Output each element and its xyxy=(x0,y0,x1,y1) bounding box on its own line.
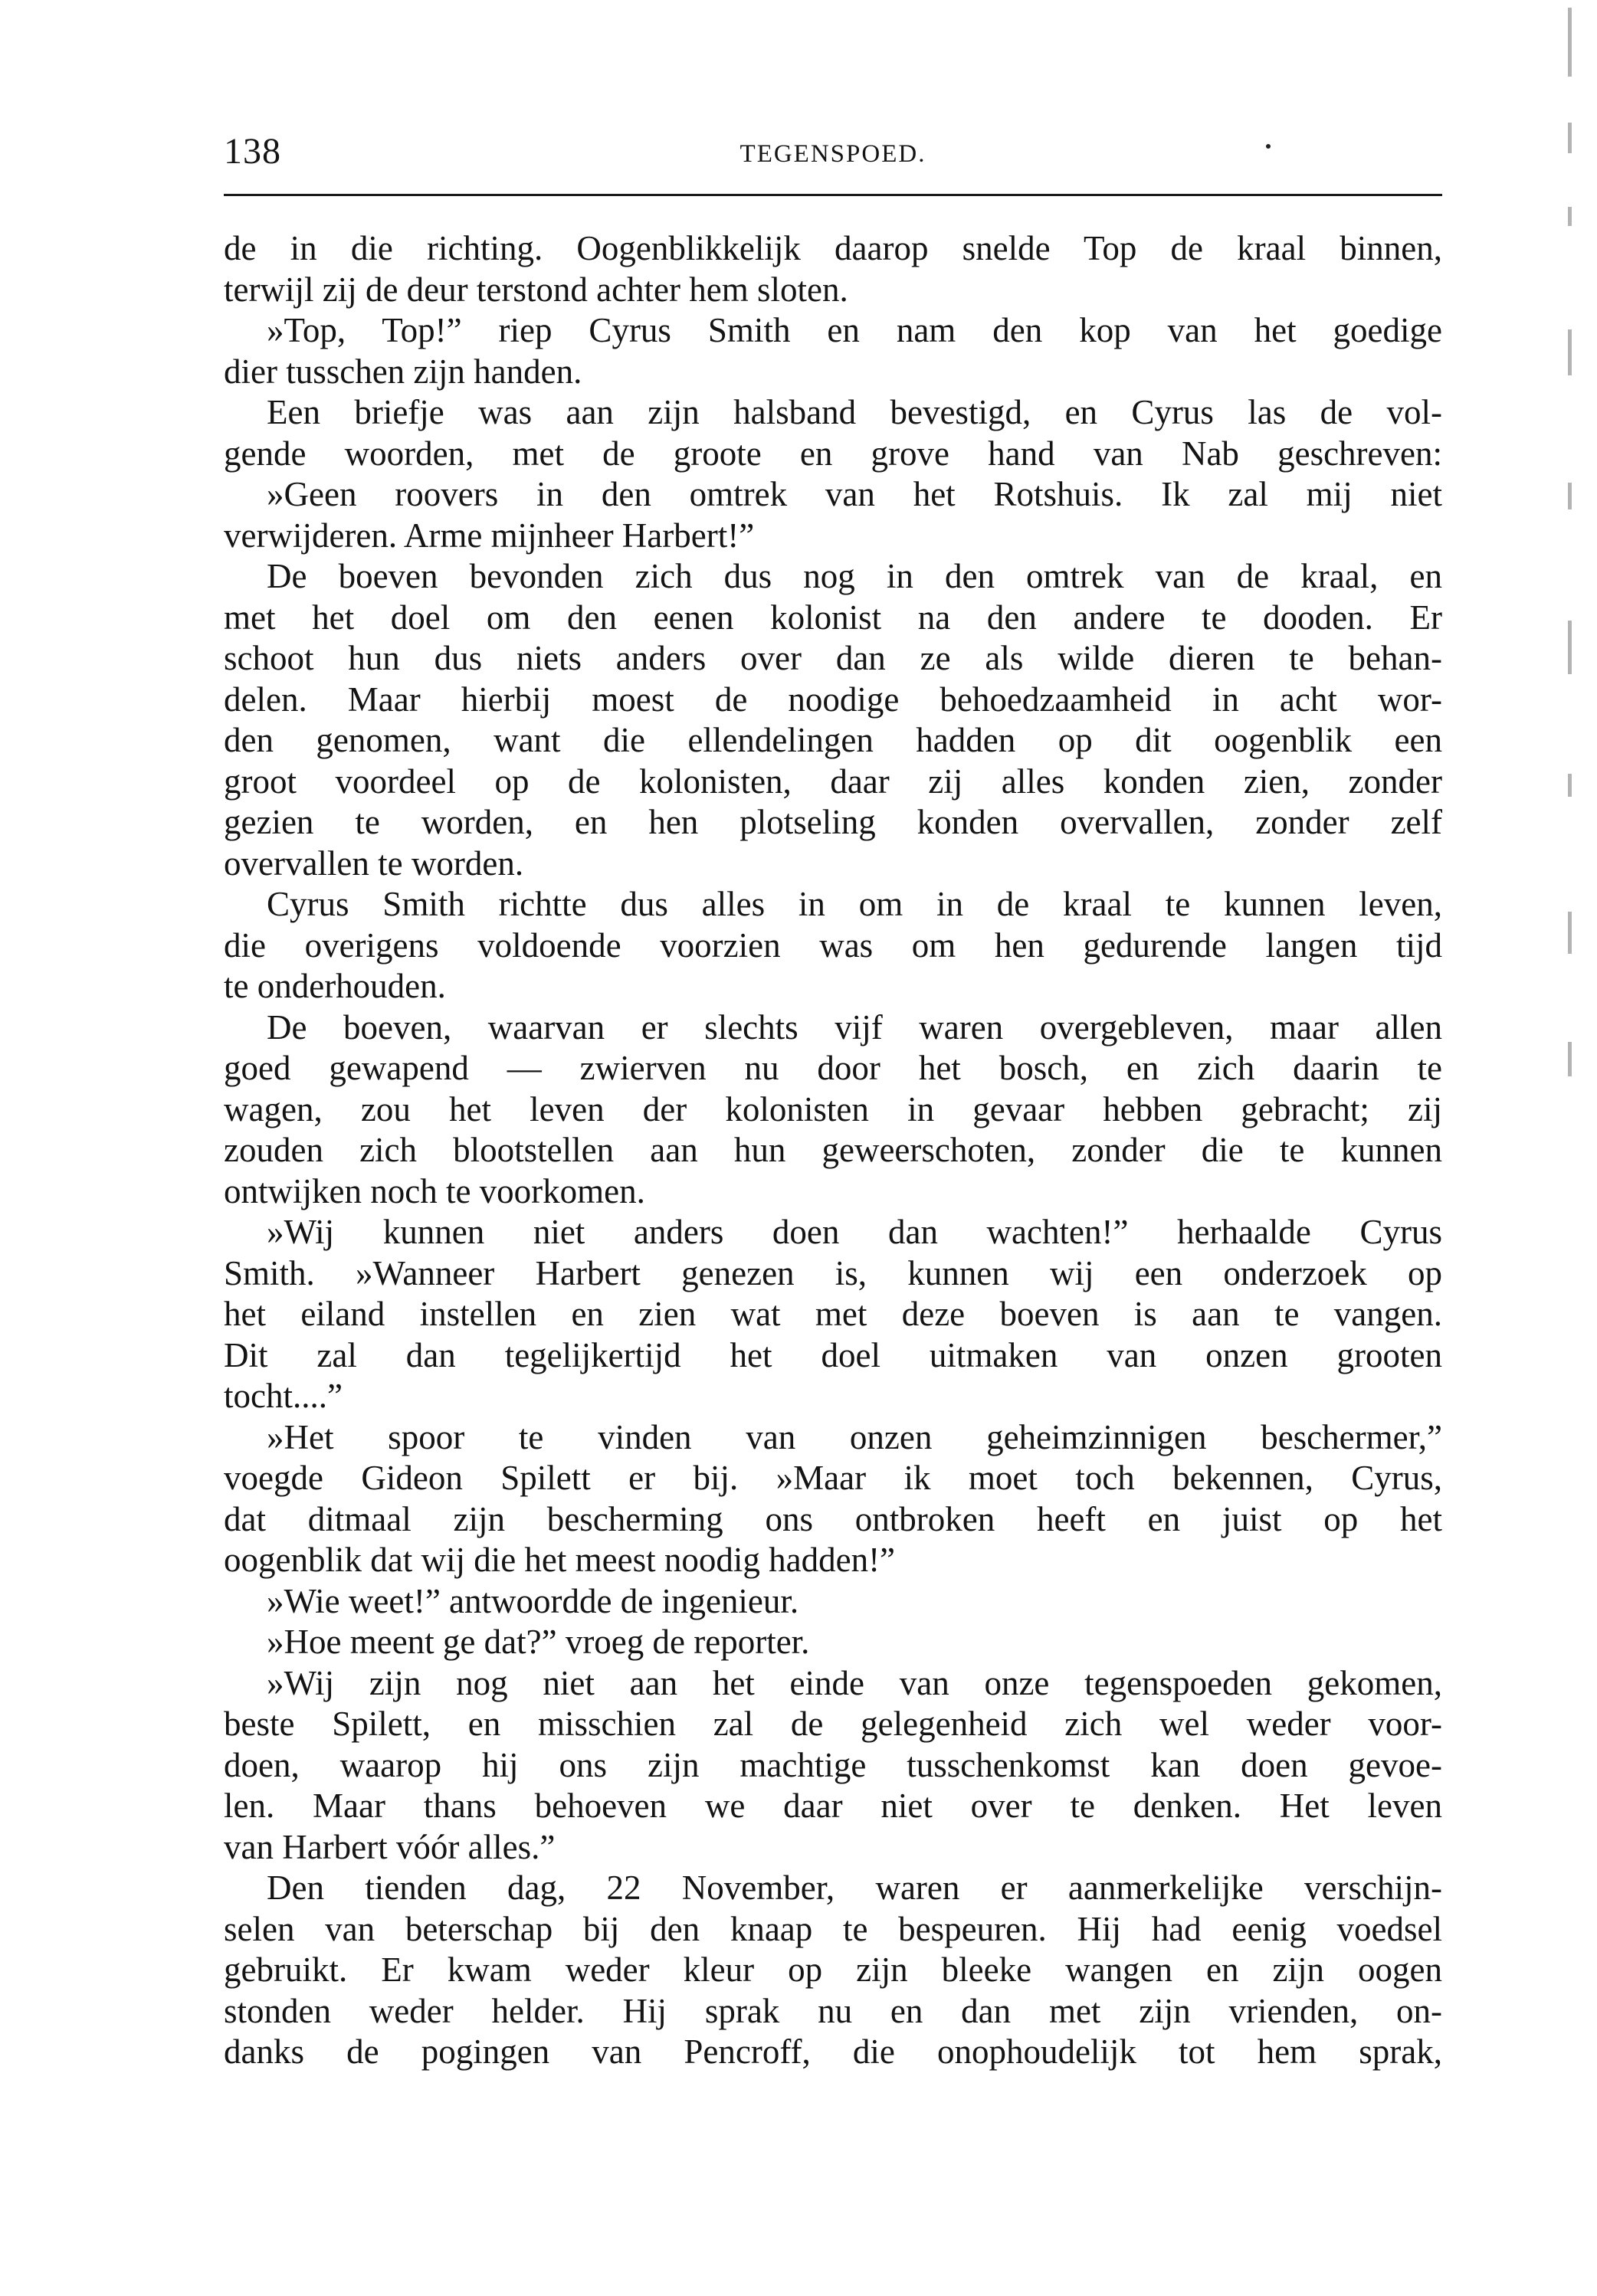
text-line: ontwijken noch te voorkomen. xyxy=(224,1171,645,1210)
text-line: het eiland instellen en zien wat met deze boeven is aan te vangen. xyxy=(224,1295,1442,1333)
text-line: Een briefje was aan zijn halsband bevestigd, en Cyrus las de vol- xyxy=(267,393,1442,431)
text-line: beste Spilett, en misschien zal de gelegenheid zich wel weder voor- xyxy=(224,1705,1442,1743)
text-line: tocht....” xyxy=(224,1377,343,1415)
text-line: dat ditmaal zijn bescherming ons ontbroken heeft en juist op het xyxy=(224,1499,1442,1538)
header-rule xyxy=(224,194,1442,196)
running-title: TEGENSPOED. xyxy=(739,140,926,168)
text-line: doen, waarop hij ons zijn machtige tusschenkomst kan doen gevoe- xyxy=(224,1745,1442,1784)
text-line: verwijderen. Arme mijnheer Harbert!” xyxy=(224,516,755,555)
text-line: »Hoe meent ge dat?” vroeg de reporter. xyxy=(267,1623,810,1661)
text-line: te onderhouden. xyxy=(224,967,446,1005)
text-line: voegde Gideon Spilett er bij. »Maar ik moet toch bekennen, Cyrus, xyxy=(224,1459,1442,1497)
text-line: van Harbert vóór alles.” xyxy=(224,1827,556,1866)
text-line: groot voordeel op de kolonisten, daar zij alles konden zien, zonder xyxy=(224,762,1442,801)
text-line: Cyrus Smith richtte dus alles in om in de kraal te kunnen leven, xyxy=(267,885,1442,923)
text-line: dier tusschen zijn handen. xyxy=(224,352,582,391)
text-line: De boeven, waarvan er slechts vijf waren overgebleven, maar allen xyxy=(267,1007,1442,1046)
text-line: zouden zich blootstellen aan hun geweerschoten, zonder die te kunnen xyxy=(224,1131,1442,1169)
header-ink-dot xyxy=(1266,144,1271,149)
text-line: De boeven bevonden zich dus nog in den omtrek van de kraal, en xyxy=(267,557,1442,595)
body-text xyxy=(224,228,1442,2073)
text-line: overvallen te worden. xyxy=(224,843,524,883)
text-line: gebruikt. Er kwam weder kleur op zijn bleeke wangen en zijn oogen xyxy=(224,1950,1442,1989)
text-line: Dit zal dan tegelijkertijd het doel uitmaken van onzen grooten xyxy=(224,1335,1442,1374)
text-line: »Top, Top!” riep Cyrus Smith en nam den kop van het goedige xyxy=(267,311,1442,349)
text-line: oogenblik dat wij die het meest noodig hadden!” xyxy=(224,1541,896,1579)
text-line: wagen, zou het leven der kolonisten in gevaar hebben gebracht; zij xyxy=(224,1089,1442,1128)
text-line: »Wie weet!” antwoordde de ingenieur. xyxy=(267,1581,799,1620)
text-line: die overigens voldoende voorzien was om hen gedurende langen tijd xyxy=(224,925,1442,965)
text-line: goed gewapend — zwierven nu door het bosch, en zich daarin te xyxy=(224,1049,1442,1087)
page-number: 138 xyxy=(224,131,281,172)
text-line: terwijl zij de deur terstond achter hem sloten. xyxy=(224,270,848,309)
text-line: »Het spoor te vinden van onzen geheimzinnigen beschermer,” xyxy=(267,1417,1442,1456)
text-line: gende woorden, met de groote en grove hand van Nab geschreven: xyxy=(224,434,1442,473)
text-line: de in die richting. Oogenblikkelijk daarop snelde Top de kraal binnen, xyxy=(224,229,1442,267)
page-edge-shadow xyxy=(1568,8,1574,1157)
text-line: delen. Maar hierbij moest de noodige behoedzaamheid in acht wor- xyxy=(224,680,1442,719)
text-line: len. Maar thans behoeven we daar niet over te denken. Het leven xyxy=(224,1787,1442,1825)
text-line: selen van beterschap bij den knaap te bespeuren. Hij had eenig voedsel xyxy=(224,1909,1442,1948)
text-line: Den tienden dag, 22 November, waren er aanmerkelijke verschijn- xyxy=(267,1869,1442,1907)
text-line: schoot hun dus niets anders over dan ze als wilde dieren te behan- xyxy=(224,639,1442,677)
text-line: »Wij kunnen niet anders doen dan wachten!” herhaalde Cyrus xyxy=(267,1213,1442,1251)
text-line: stonden weder helder. Hij sprak nu en dan met zijn vrienden, on- xyxy=(224,1991,1442,2030)
page-header xyxy=(224,129,1442,182)
text-line: danks de pogingen van Pencroff, die onophoudelijk tot hem sprak, xyxy=(224,2032,1442,2071)
text-line: Smith. »Wanneer Harbert genezen is, kunnen wij een onderzoek op xyxy=(224,1253,1442,1292)
text-line: »Geen roovers in den omtrek van het Rotshuis. Ik zal mij niet xyxy=(267,475,1442,513)
text-line: den genomen, want die ellendelingen hadden op dit oogenblik een xyxy=(224,721,1442,759)
text-line: »Wij zijn nog niet aan het einde van onze tegenspoeden gekomen, xyxy=(267,1663,1442,1702)
text-line: met het doel om den eenen kolonist na den andere te dooden. Er xyxy=(224,598,1442,637)
text-line: gezien te worden, en hen plotseling konden overvallen, zonder zelf xyxy=(224,803,1442,841)
